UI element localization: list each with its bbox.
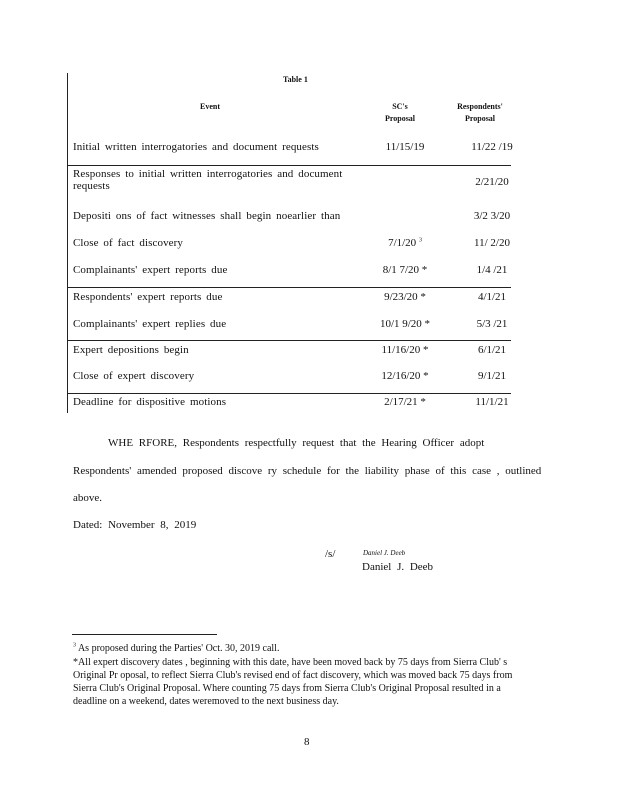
header-resp-line2: Proposal xyxy=(464,114,496,123)
table-left-border xyxy=(67,73,68,413)
row-resp-date: 1/4 /21 xyxy=(476,264,508,276)
row-sc-date: 11/15/19 xyxy=(385,141,425,153)
footnote-rule xyxy=(72,634,217,635)
row-event: Close of fact discovery xyxy=(73,237,184,249)
row-sc-date: 8/1 7/20 * xyxy=(382,264,428,276)
row-event: Respondents' expert reports due xyxy=(73,291,223,303)
row-resp-date: 11/22 /19 xyxy=(471,141,513,153)
row-event xyxy=(73,168,342,192)
row-resp-date: 4/1/21 xyxy=(477,291,507,303)
table-divider xyxy=(67,287,511,288)
footnote-mark: 3 xyxy=(418,237,422,244)
row-sc-date: 2/17/21 * xyxy=(384,396,426,408)
footnote-number: 3 xyxy=(73,642,76,649)
table-divider xyxy=(67,340,511,341)
footnote-3-text: As proposed during the Parties' Oct. 30, 2019 call. xyxy=(77,643,280,654)
row-event: Expert depositions begin xyxy=(73,344,189,356)
row-resp-date: 11/1/21 xyxy=(475,396,509,408)
signature-slash: /s/ xyxy=(325,548,336,560)
row-sc-date xyxy=(365,237,445,249)
row-event: Close of expert discovery xyxy=(73,370,195,382)
page-number: 8 xyxy=(304,736,310,748)
row-event-line1: Responses to initial written interrogatories and document xyxy=(73,168,343,180)
header-resp-line1: Respondents' xyxy=(457,102,503,111)
body-paragraph-line2: Respondents' amended proposed discove ry schedule for the liability phase of this case , outlined xyxy=(73,465,542,477)
signature-mark: Daniel J. Deeb xyxy=(363,549,406,557)
footnote-3 xyxy=(73,642,543,655)
table-title: Table 1 xyxy=(283,75,308,84)
row-sc-date: 9/23/20 * xyxy=(384,291,426,303)
row-sc-date: 10/1 9/20 * xyxy=(379,318,431,330)
row-event: Complainants' expert replies due xyxy=(73,318,227,330)
table-divider xyxy=(67,393,511,394)
row-sc-date-text: 7/1/20 xyxy=(388,237,417,249)
row-resp-date: 3/2 3/20 xyxy=(473,210,511,222)
dated-line: Dated: November 8, 2019 xyxy=(73,519,197,531)
table-divider xyxy=(67,165,511,166)
row-event: Depositi ons of fact witnesses shall begin noearlier than xyxy=(73,210,341,222)
header-sc-proposal xyxy=(360,101,440,125)
row-resp-date: 11/ 2/20 xyxy=(474,237,510,249)
header-event: Event xyxy=(200,102,220,111)
header-sc-line1: SC's xyxy=(392,102,408,111)
row-event-line2: requests xyxy=(73,180,110,192)
footnote-star: *All expert discovery dates , beginning with this date, have been moved back by 75 days from Sierra Club' s Original Pr oposal, to reflect Sierra Club's revised end of fact discovery, which was moved back 75 days from Sierra Club's Original Proposal. Where counting 75 days from Sierra Club's Original Proposal resulted in a deadline on a weekend, dates weremoved to the next business day. xyxy=(73,657,513,707)
row-sc-date: 11/16/20 * xyxy=(381,344,429,356)
row-resp-date: 9/1/21 xyxy=(477,370,507,382)
body-paragraph-line1: WHE RFORE, Respondents respectfully request that the Hearing Officer adopt xyxy=(108,437,485,449)
body-paragraph-line3: above. xyxy=(73,492,103,504)
row-resp-date: 2/21/20 xyxy=(475,176,509,188)
row-event: Complainants' expert reports due xyxy=(73,264,228,276)
row-sc-date: 12/16/20 * xyxy=(381,370,429,382)
signatory-name: Daniel J. Deeb xyxy=(362,561,434,573)
row-resp-date: 5/3 /21 xyxy=(476,318,508,330)
header-sc-line2: Proposal xyxy=(384,114,416,123)
row-event: Deadline for dispositive motions xyxy=(73,396,227,408)
row-event: Initial written interrogatories and document requests xyxy=(73,141,319,153)
row-resp-date: 6/1/21 xyxy=(477,344,507,356)
header-resp-proposal xyxy=(440,101,520,125)
